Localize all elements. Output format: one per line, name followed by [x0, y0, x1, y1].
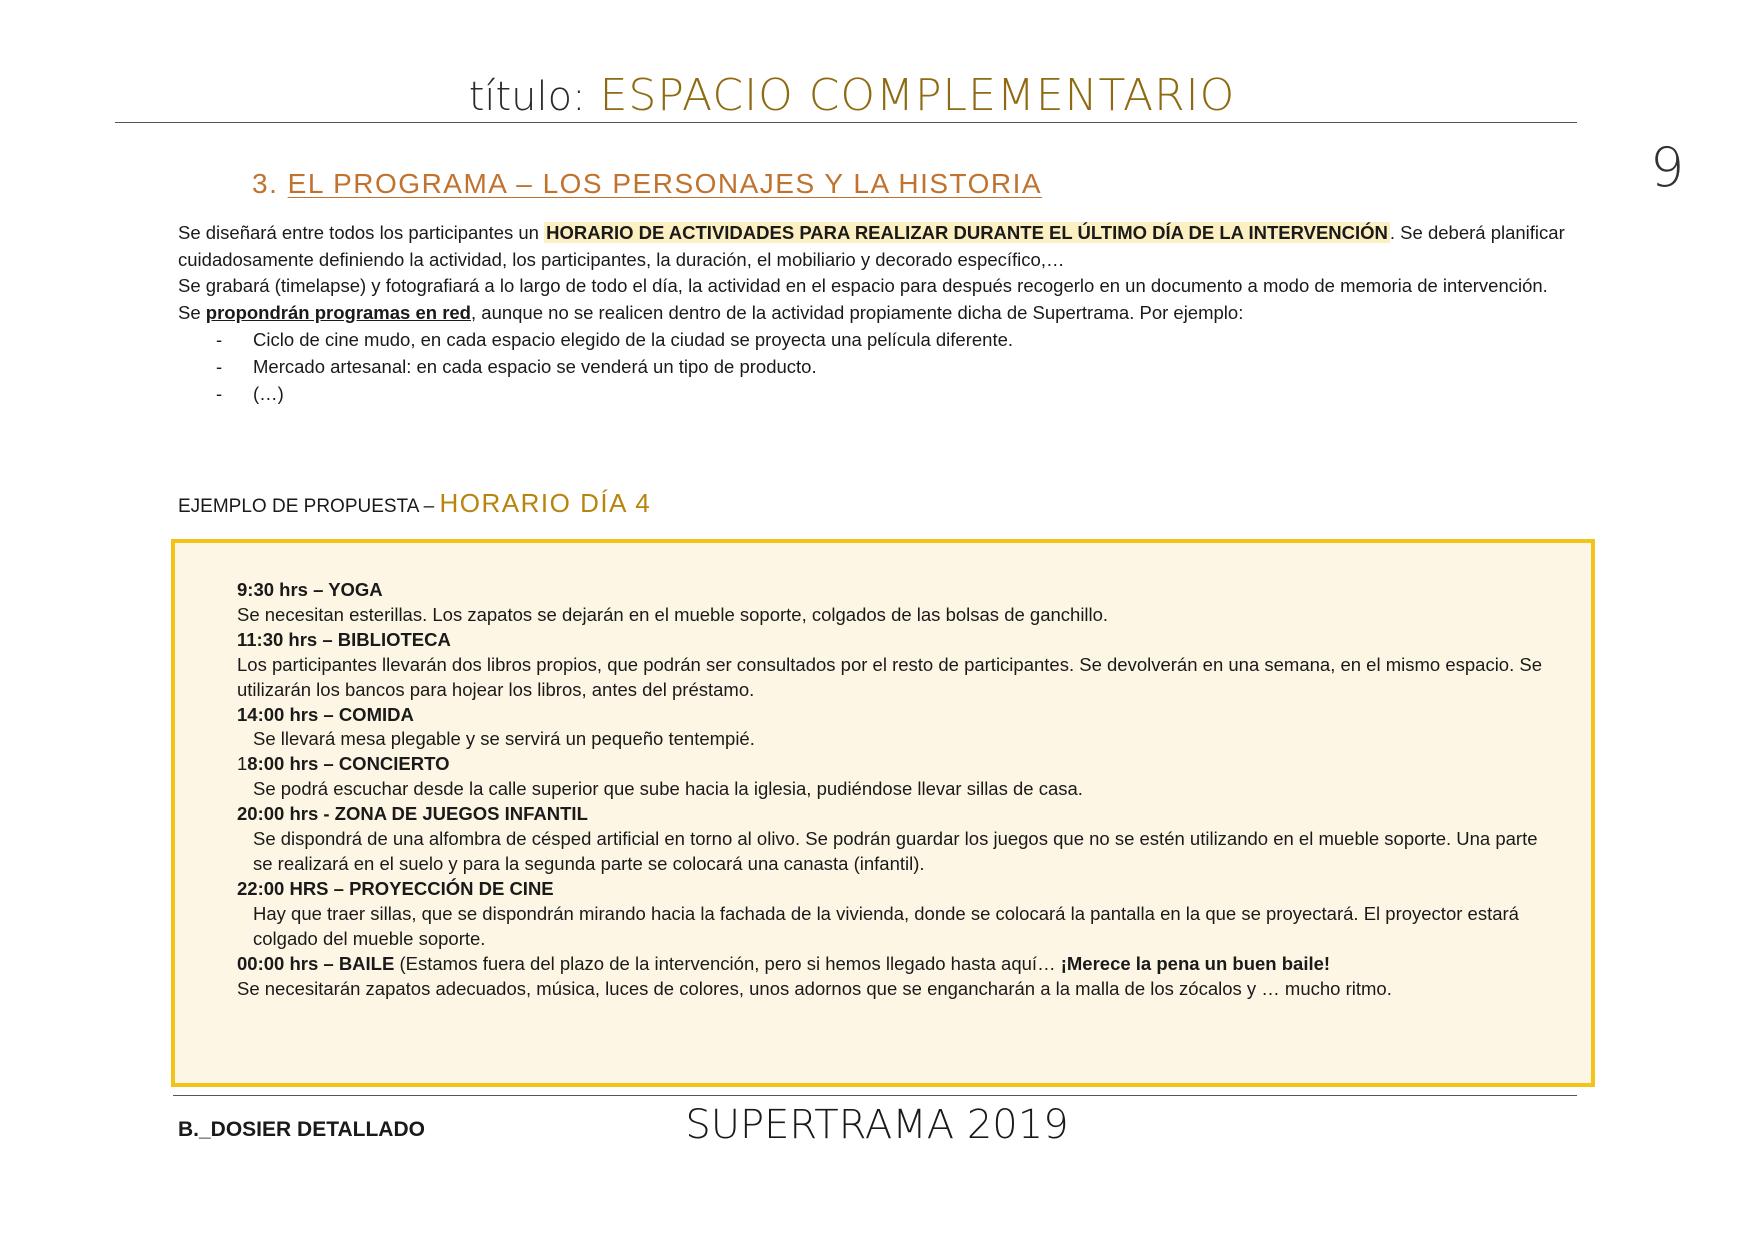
list-item: - Mercado artesanal: en cada espacio se venderá un tipo de producto.	[178, 353, 1580, 380]
examples-list	[178, 326, 1580, 407]
intro-paragraph-1	[178, 220, 1580, 273]
example-heading	[178, 488, 651, 519]
schedule-time: 11:30 hrs – BIBLIOTECA	[237, 628, 451, 650]
list-item: - (…)	[178, 380, 1580, 407]
example-title: HORARIO DÍA 4	[439, 488, 652, 518]
section-heading	[252, 166, 1042, 202]
schedule-description: Se llevará mesa plegable y se servirá un pequeño tentempié.	[253, 728, 755, 750]
schedule-time: 20:00 hrs - ZONA DE JUEGOS INFANTIL	[237, 803, 588, 825]
title-main: ESPACIO COMPLEMENTARIO	[599, 70, 1236, 121]
schedule-entry	[237, 578, 1557, 628]
schedule-time: 8:00 hrs – CONCIERTO	[247, 753, 450, 775]
intro-paragraph-2: Se grabará (timelapse) y fotografiará a lo largo de todo el día, la actividad en el espacio para después recogerlo en un documento a modo de memoria de intervención.	[178, 275, 1548, 296]
schedule-entry	[237, 703, 1557, 753]
schedule-description: Hay que traer sillas, que se dispondrán mirando hacia la fachada de la vivienda, donde se colocará la pantalla en la que se proyectará. El proyector estará colgado del mueble soporte.	[253, 902, 1519, 949]
schedule-time-digit: 1	[237, 753, 248, 775]
intro-paragraph-3	[178, 300, 1580, 327]
footer-section-label: B._DOSIER DETALLADO	[178, 1118, 425, 1141]
header-divider	[115, 122, 1577, 123]
section-title: EL PROGRAMA – LOS PERSONAJES Y LA HISTORIA	[287, 168, 1043, 199]
schedule-time: 22:00 HRS – PROYECCIÓN DE CINE	[237, 877, 554, 899]
schedule-time: 9:30 hrs – YOGA	[237, 579, 383, 600]
schedule-time: 00:00 hrs – BAILE	[237, 952, 395, 974]
title-prefix: título:	[468, 74, 586, 120]
schedule-entry	[237, 628, 1557, 703]
schedule-time-row	[237, 752, 1557, 777]
schedule-description: Los participantes llevarán dos libros propios, que podrán ser consultados por el resto de participantes. Se devolverán en una semana, en el mismo espacio. Se utilizarán los bancos para hojear los libros, antes del préstamo.	[237, 653, 1543, 700]
schedule-list	[237, 578, 1557, 1001]
example-label: EJEMPLO DE PROPUESTA –	[178, 496, 440, 517]
schedule-description: Se dispondrá de una alfombra de césped artificial en torno al olivo. Se podrán guardar los juegos que no se estén utilizando en el mueble soporte. Una parte se realizará en el suelo y para la segunda parte se colocará una canasta (infantil).	[253, 828, 1538, 874]
intro-p1-text: Se diseñará entre todos los participantes un	[178, 222, 545, 243]
schedule-entry	[237, 752, 1557, 802]
schedule-inline-emphasis: ¡Merece la pena un buen baile!	[1060, 952, 1331, 974]
network-programs-phrase: propondrán programas en red	[205, 301, 471, 323]
schedule-description: Se necesitarán zapatos adecuados, música, luces de colores, unos adornos que se engancharán a la malla de los zócalos y … mucho ritmo.	[237, 977, 1392, 999]
page-number: 9	[1650, 136, 1685, 199]
footer-brand: SUPERTRAMA 2019	[685, 1102, 1069, 1148]
highlighted-schedule-phrase: HORARIO DE ACTIVIDADES PARA REALIZAR DURANTE EL ÚLTIMO DÍA DE LA INTERVENCIÓN	[546, 222, 1388, 243]
schedule-description: Se podrá escuchar desde la calle superior que sube hacia la iglesia, pudiéndose llevar sillas de casa.	[253, 778, 1083, 800]
intro-p1-rest: . Se deberá planificar cuidadosamente definiendo la actividad, los participantes, la duración, el mobiliario y decorado específico,…	[178, 222, 1565, 270]
schedule-entry	[237, 952, 1557, 1002]
document-title	[0, 66, 1704, 127]
footer-divider	[173, 1095, 1577, 1096]
schedule-time: 14:00 hrs – COMIDA	[237, 703, 414, 725]
schedule-box	[171, 539, 1595, 1087]
schedule-entry	[237, 802, 1557, 877]
list-item: - Ciclo de cine mudo, en cada espacio elegido de la ciudad se proyecta una película diferente.	[178, 326, 1580, 353]
schedule-inline-note: (Estamos fuera del plazo de la intervención, pero si hemos llegado hasta aquí…	[394, 952, 1061, 974]
schedule-description: Se necesitan esterillas. Los zapatos se dejarán en el mueble soporte, colgados de las bolsas de ganchillo.	[237, 603, 1109, 625]
section-number: 3.	[252, 168, 279, 199]
schedule-time-row	[237, 952, 1557, 977]
intro-text	[178, 220, 1580, 407]
intro-p3-text: Se	[178, 301, 206, 323]
intro-p3-rest: , aunque no se realicen dentro de la actividad propiamente dicha de Supertrama. Por ejemplo:	[471, 301, 1244, 323]
schedule-entry	[237, 877, 1557, 952]
